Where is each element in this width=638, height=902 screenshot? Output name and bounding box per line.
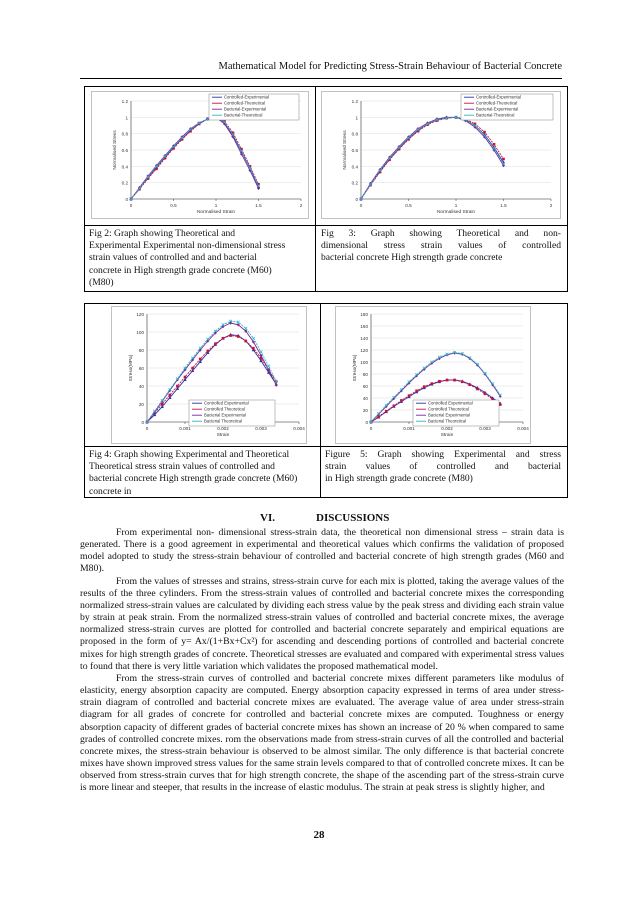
x-tick-label: 0.002 <box>217 426 229 431</box>
caption-line: concrete in High strength grade concrete (M60) <box>89 264 272 276</box>
x-tick-label: 0 <box>359 203 363 208</box>
legend-label: Bacterial Theoretical <box>428 418 467 424</box>
y-tick-label: 0.2 <box>351 180 358 186</box>
data-point <box>237 335 240 338</box>
figure-5-chart <box>335 306 531 444</box>
data-point <box>252 347 255 350</box>
figure-table-row-2 <box>84 303 568 498</box>
caption-line: dimensional stress strain values of controlled <box>321 240 561 252</box>
legend-label: Bacterial-Theoretical <box>224 112 263 118</box>
y-tick-label: 1 <box>355 115 358 121</box>
y-tick-label: 180 <box>360 312 368 317</box>
data-point <box>408 394 411 397</box>
legend-label: Controlled-Experimental <box>476 94 521 100</box>
caption-line: Theoretical stress strain values of controlled and <box>89 461 275 473</box>
data-point <box>207 350 210 353</box>
y-axis-label: Stress(MPa) <box>129 354 134 382</box>
x-axis-label: Strain <box>216 433 230 438</box>
paragraph: From experimental non- dimensional stress-strain data, the theoretical non dimensional stress – strain data is generated. There is a good agreement in experimental and theoretical values which confirms the validation of proposed model adopted to study the stress-strain behaviour of controlled and bacterial concrete of high strength grades (M60 and M80). <box>80 527 564 575</box>
y-tick-label: 1.2 <box>121 99 128 104</box>
data-point <box>169 394 172 397</box>
legend-label: Bacterial Experimental <box>204 412 246 418</box>
y-tick-label: 20 <box>138 402 144 407</box>
legend-label: Bacterial-Experimental <box>476 106 519 112</box>
figure-4-caption <box>89 449 317 498</box>
header-rule <box>80 78 562 79</box>
y-axis-label: Normalised Stress <box>113 130 118 170</box>
legend-label: Bacterial Experimental <box>428 412 470 418</box>
x-axis-label: Normalised Strain <box>436 210 476 215</box>
body-text <box>80 527 564 794</box>
paragraph: From the values of stresses and strains, stress-strain curve for each mix is plotted, taking the average values of the results of the three cylinders. From the stress-strain values of controlled and bacterial concrete mixes the corresponding normalized stress-strain values are calculated by dividing each stress value by the peak stress and dividing each strain value by strain at peak strain. From the normalized stress-strain values of controlled and bacterial concrete mixes, the average normalized stress-strain curves are plotted for controlled and bacterial concrete separately and empirical equations are proposed in the form of y= Ax/(1+Bx+Cx²) for ascending and descending portions of controlled and bacterial concrete mixes for high strength grades of concrete. Theoretical stresses are evaluated and compared with experimental stress values to found that there is very little variation which validates the proposed mathematical model. <box>80 575 564 672</box>
y-tick-label: 0.4 <box>351 164 358 170</box>
y-axis-label: Stress(MPa) <box>353 354 358 382</box>
data-point <box>431 382 434 385</box>
data-point <box>393 405 396 408</box>
page-number: 28 <box>313 829 325 841</box>
caption-line: Figure 5: Graph showing Experimental and stress <box>325 449 561 460</box>
y-tick-label: 120 <box>360 348 368 353</box>
x-tick-label: 0.001 <box>179 426 191 431</box>
y-tick-label: 80 <box>138 348 144 353</box>
legend-label: Bacterial-Experimental <box>224 106 267 112</box>
y-tick-label: 0 <box>141 420 144 425</box>
caption-line: (M80) <box>89 276 114 288</box>
data-point <box>499 403 502 406</box>
x-tick-label: 2 <box>549 203 553 208</box>
data-point <box>400 399 403 402</box>
y-tick-label: 120 <box>136 312 144 317</box>
data-point <box>469 384 472 387</box>
caption-line: Fig 3: Graph showing Theoretical and non- <box>321 228 561 239</box>
data-point <box>483 131 486 134</box>
y-tick-label: 20 <box>362 408 368 413</box>
data-point <box>214 342 217 345</box>
running-header: Mathematical Model for Predicting Stress-Strain Behaviour of Bacterial Concrete <box>218 61 562 72</box>
x-tick-label: 0.001 <box>403 426 415 431</box>
data-point <box>199 358 202 361</box>
y-tick-label: 60 <box>138 366 144 371</box>
y-axis-label: Normalised Stress <box>343 130 348 170</box>
figure-4-chart <box>111 306 307 444</box>
x-tick-label: 0.5 <box>170 203 177 208</box>
figure-3-chart <box>321 91 561 219</box>
y-tick-label: 0.8 <box>351 131 358 137</box>
legend-label: Controlled Experimental <box>428 400 473 406</box>
figure-table-row-1 <box>84 86 568 292</box>
caption-line: bacterial concrete High strength grade concrete <box>321 252 503 264</box>
x-tick-label: 0.004 <box>293 426 305 431</box>
y-tick-label: 80 <box>362 372 368 377</box>
data-point <box>423 385 426 388</box>
legend-label: Controlled-Experimental <box>224 94 269 100</box>
legend-label: Bacterial-Theoretical <box>476 112 515 118</box>
caption-line: in High strength grade concrete (M80) <box>325 473 473 485</box>
x-tick-label: 2 <box>299 203 303 208</box>
caption-line: Fig 4: Graph showing Experimental and Theoretical <box>89 449 290 460</box>
data-point <box>476 388 479 391</box>
x-axis-label: Strain <box>440 433 454 438</box>
y-tick-label: 1 <box>125 115 128 121</box>
caption-line: Experimental Experimental non-dimensional stress <box>89 240 286 252</box>
data-point <box>191 367 194 370</box>
table-divider <box>315 87 316 291</box>
data-point <box>184 376 187 379</box>
x-tick-label: 0 <box>145 426 149 431</box>
data-point <box>245 340 248 343</box>
y-tick-label: 60 <box>362 384 368 389</box>
y-tick-label: 40 <box>362 396 368 401</box>
data-point <box>415 390 418 393</box>
legend-label: Bacterial Theoretical <box>204 418 243 424</box>
y-tick-label: 0 <box>355 197 358 202</box>
caption-line: concrete in <box>89 485 132 497</box>
caption-line: Fig 2: Graph showing Theoretical and <box>89 228 236 239</box>
legend-label: Controlled Theoretical <box>428 406 469 412</box>
y-tick-label: 0.6 <box>351 148 358 153</box>
data-point <box>446 379 449 382</box>
x-tick-label: 1 <box>454 203 458 208</box>
y-tick-label: 1.2 <box>351 99 358 104</box>
x-tick-label: 0.003 <box>479 426 491 431</box>
y-tick-label: 100 <box>360 360 368 365</box>
y-tick-label: 100 <box>136 330 144 335</box>
section-number: VI. <box>260 512 275 524</box>
data-point <box>176 385 179 388</box>
caption-line: strain values of controlled and bacterial <box>325 461 561 473</box>
legend-label: Controlled Experimental <box>204 400 249 406</box>
x-tick-label: 0.004 <box>517 426 529 431</box>
figure-2-chart <box>91 91 309 219</box>
data-point <box>229 334 232 337</box>
table-divider <box>85 225 567 226</box>
data-point <box>385 410 388 413</box>
x-tick-label: 0.5 <box>405 203 412 208</box>
caption-line: strain values of controlled and and bacterial <box>89 252 257 264</box>
data-point <box>453 379 456 382</box>
paragraph: From the stress-strain curves of controlled and bacterial concrete mixes different parameters like modulus of elasticity, energy absorption capacity are computed. Energy absorption capacity expressed in terms of area under stress-strain diagram of controlled and bacterial concrete mixes are evaluated. The average value of area under stress-strain diagram for all grades of concrete for controlled and bacterial concrete mixes are computed. Toughness or energy absorption capacity of different grades of bacterial concrete mixes has shown an increase of 20 % when compared to same grades of controlled concrete mixes. rom the observations made from stress-strain curves of all the controlled and bacterial concrete mixes, the stress-strain behaviour is observed to be almost similar. The only difference is that bacterial concrete mixes have shown improved stress values for the same strain levels compared to that of controlled concrete mixes. It can be observed from stress-strain curves that for high strength concrete, the shape of the ascending part of the stress-strain curve is more linear and steeper, that results in the increase of elastic modulus. The strain at peak stress is slightly higher, and <box>80 672 564 794</box>
y-tick-label: 0.4 <box>121 164 128 170</box>
x-axis-label: Normalised Strain <box>196 210 236 215</box>
x-tick-label: 0 <box>129 203 133 208</box>
y-tick-label: 140 <box>360 336 368 341</box>
y-tick-label: 0.6 <box>121 148 128 153</box>
x-tick-label: 0.002 <box>441 426 453 431</box>
table-divider <box>320 304 321 497</box>
y-tick-label: 0.2 <box>121 180 128 186</box>
y-tick-label: 160 <box>360 324 368 329</box>
caption-line: bacterial concrete High strength grade concrete (M60) <box>89 473 298 485</box>
data-point <box>461 381 464 384</box>
x-tick-label: 0.003 <box>255 426 267 431</box>
data-point <box>222 337 225 340</box>
y-tick-label: 0 <box>125 197 128 202</box>
legend-label: Controlled-Theoretical <box>476 100 518 106</box>
legend-label: Controlled Theoretical <box>204 406 245 412</box>
data-point <box>493 143 496 146</box>
section-title: DISCUSSIONS <box>316 512 390 524</box>
figure-5-caption <box>325 449 561 486</box>
x-tick-label: 0 <box>369 426 373 431</box>
x-tick-label: 1.5 <box>255 203 262 208</box>
data-point <box>484 393 487 396</box>
table-divider <box>85 446 567 447</box>
y-tick-label: 0 <box>365 420 368 425</box>
figure-3-caption <box>321 228 561 265</box>
figure-2-caption <box>89 228 311 289</box>
x-tick-label: 1 <box>214 203 218 208</box>
y-tick-label: 0.8 <box>121 131 128 137</box>
data-point <box>438 380 441 383</box>
x-tick-label: 1.5 <box>500 203 507 208</box>
legend-label: Controlled-Theoretical <box>224 100 266 106</box>
y-tick-label: 40 <box>138 384 144 389</box>
data-point <box>502 158 505 161</box>
